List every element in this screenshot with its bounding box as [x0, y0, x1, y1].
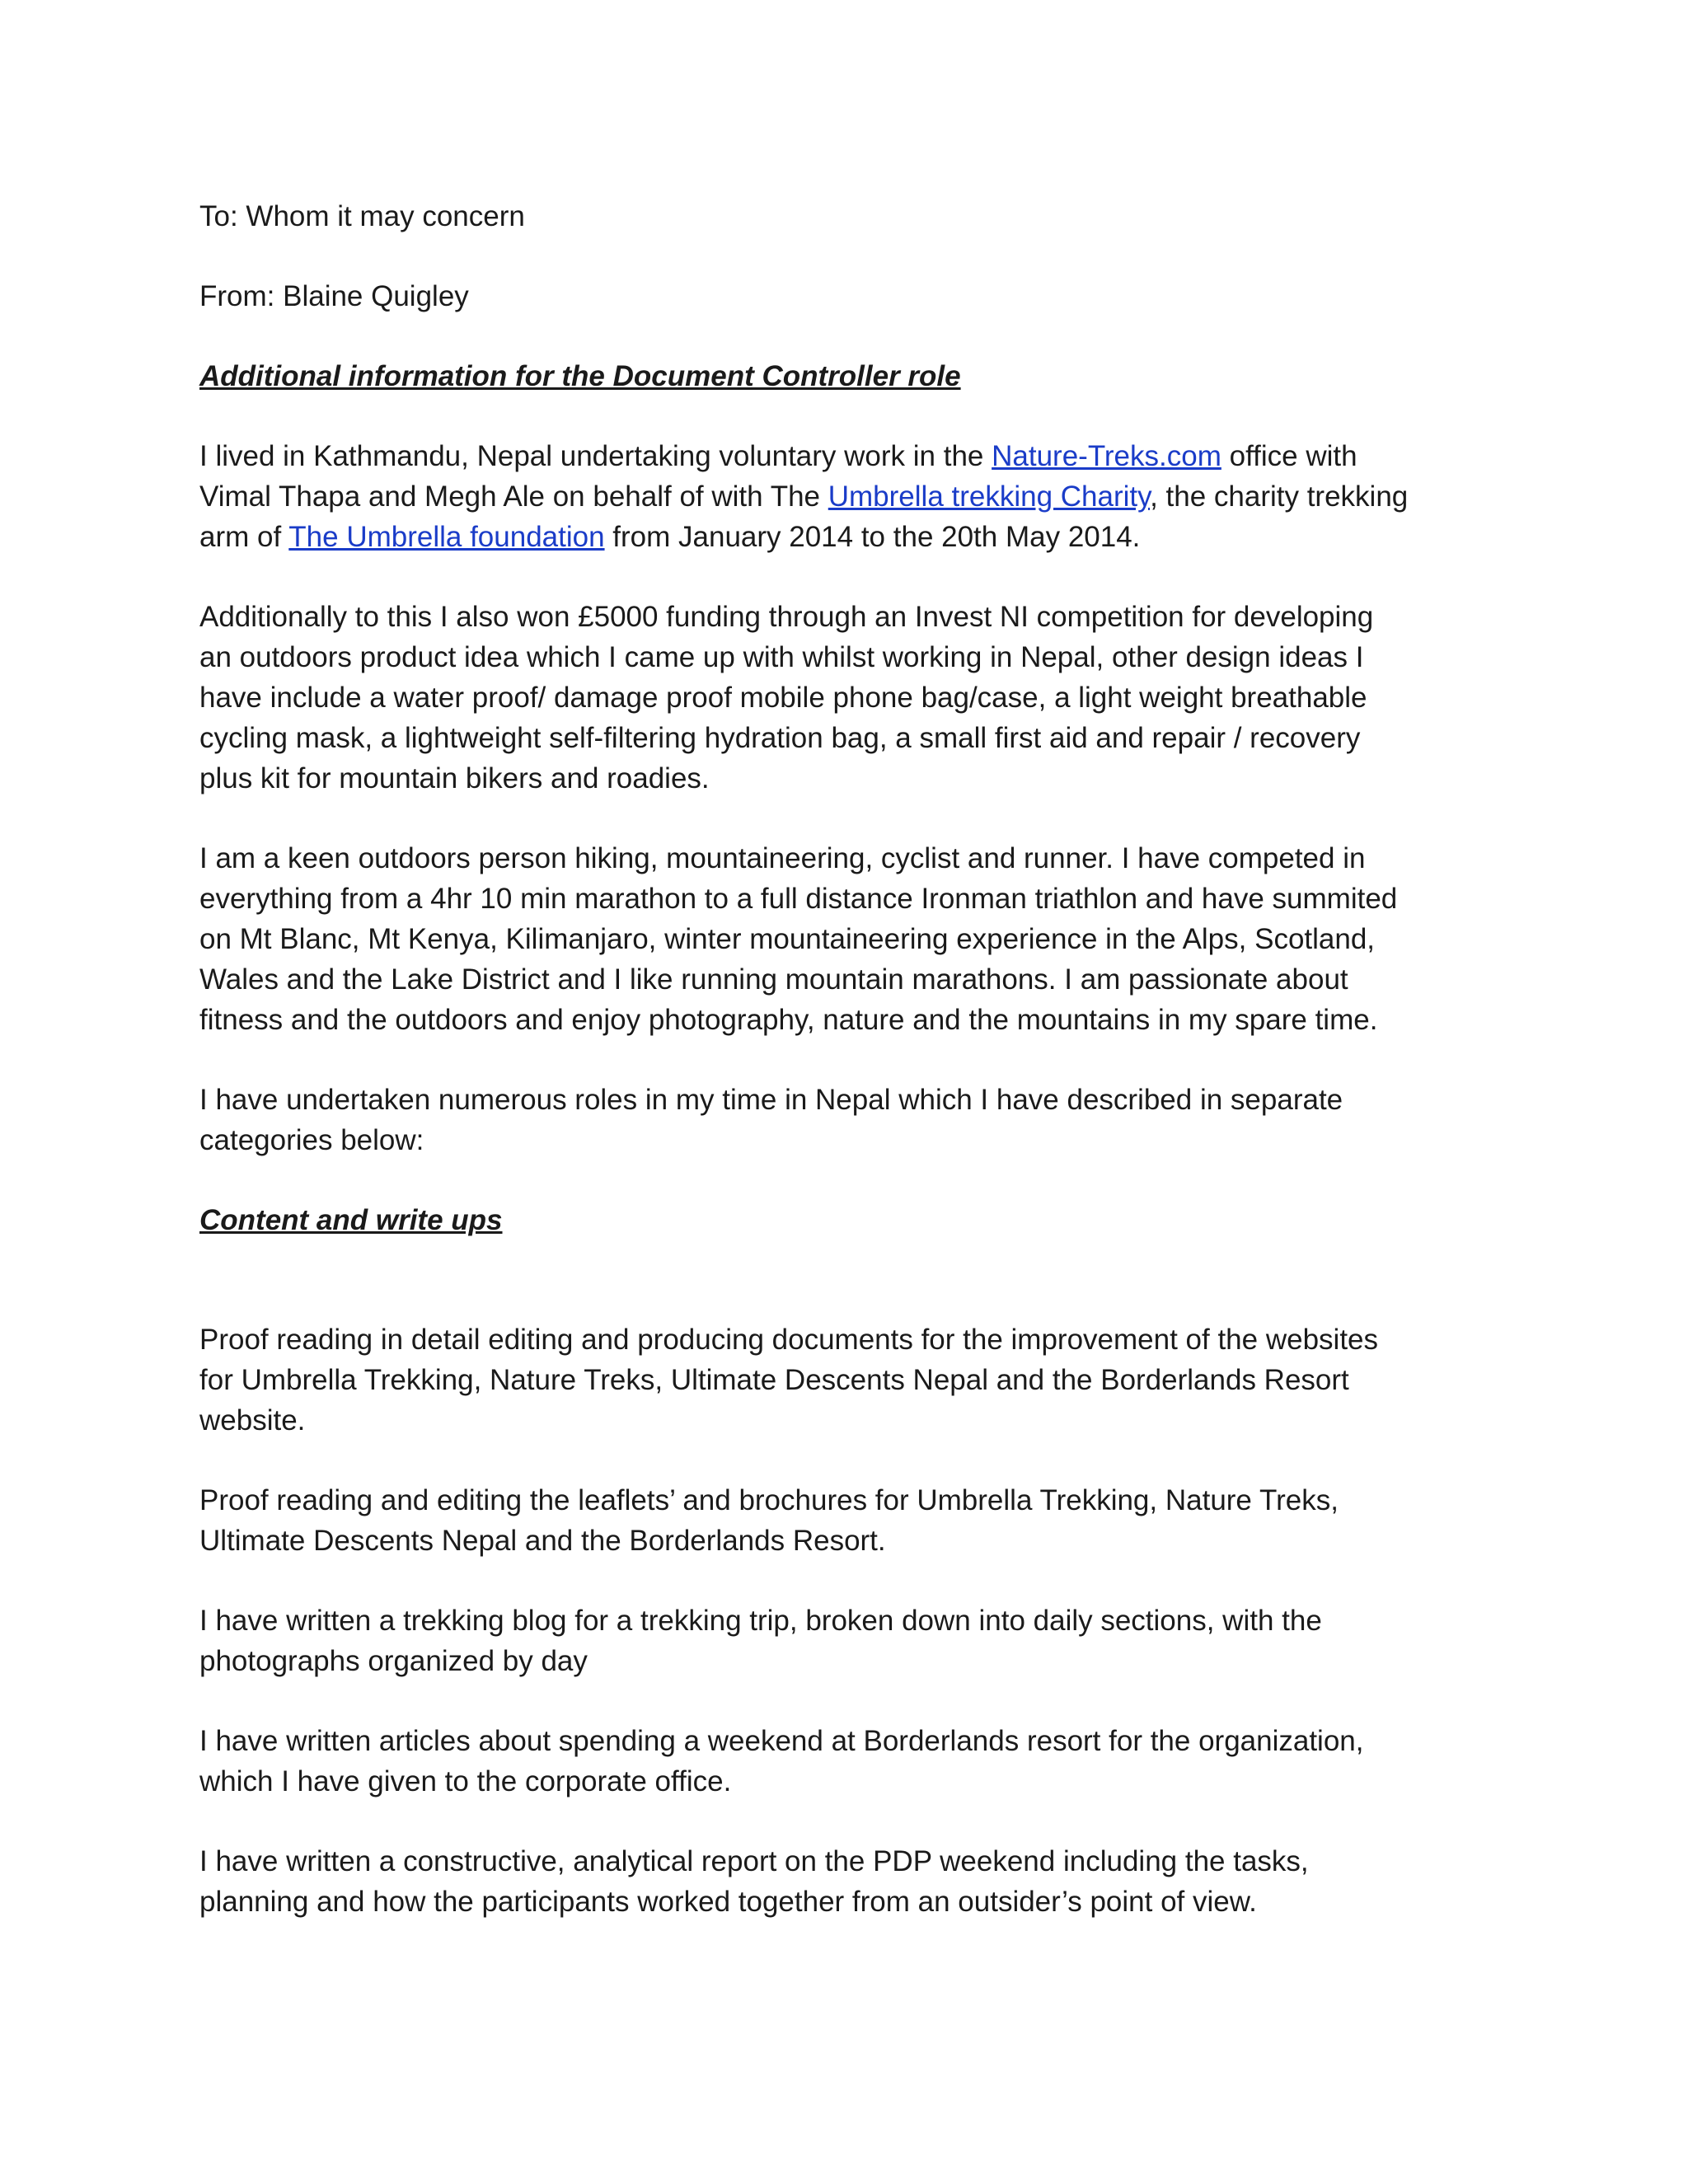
- umbrella-foundation-link[interactable]: The Umbrella foundation: [288, 521, 605, 553]
- paragraph-line: I lived in Kathmandu, Nepal undertaking voluntary work in the Nature-Treks.com office with: [199, 440, 1357, 472]
- paragraph-line: planning and how the participants worked together from an outsider’s point of view.: [199, 1886, 1257, 1918]
- paragraph-invest-ni-funding: [199, 597, 1502, 799]
- paragraph-line: Wales and the Lake District and I like running mountain marathons. I am passionate about: [199, 963, 1348, 996]
- heading-content-and-write-ups: Content and write ups: [199, 1204, 503, 1236]
- paragraph-outdoors-person: [199, 838, 1502, 1040]
- paragraph-line: I have undertaken numerous roles in my time in Nepal which I have described in separate: [199, 1084, 1343, 1116]
- paragraph-website-proofreading: [199, 1319, 1502, 1441]
- letter-body: [199, 196, 1502, 1922]
- paragraph-line: Additionally to this I also won £5000 funding through an Invest NI competition for developing: [199, 601, 1374, 633]
- paragraph-line: arm of The Umbrella foundation from January 2014 to the 20th May 2014.: [199, 521, 1141, 553]
- to-line: To: Whom it may concern: [199, 200, 525, 232]
- paragraph-line: I am a keen outdoors person hiking, mountaineering, cyclist and runner. I have competed in: [199, 842, 1366, 874]
- paragraph-line: fitness and the outdoors and enjoy photography, nature and the mountains in my spare time.: [199, 1004, 1378, 1036]
- heading-document-controller-role: Additional information for the Document Controller role: [199, 360, 961, 392]
- paragraph-line: which I have given to the corporate office.: [199, 1765, 732, 1797]
- paragraph-roles-intro: [199, 1080, 1502, 1160]
- paragraph-line: plus kit for mountain bikers and roadies.: [199, 762, 710, 794]
- paragraph-line: I have written articles about spending a weekend at Borderlands resort for the organization,: [199, 1725, 1364, 1757]
- paragraph-line: I have written a constructive, analytical report on the PDP weekend including the tasks,: [199, 1845, 1309, 1877]
- paragraph-line: have include a water proof/ damage proof mobile phone bag/case, a light weight breathable: [199, 682, 1367, 714]
- paragraph-line: everything from a 4hr 10 min marathon to a full distance Ironman triathlon and have summited: [199, 883, 1398, 915]
- paragraph-borderlands-articles: [199, 1721, 1502, 1802]
- paragraph-line: categories below:: [199, 1124, 424, 1156]
- nature-treks-link[interactable]: Nature-Treks.com: [992, 440, 1221, 472]
- paragraph-line: Proof reading and editing the leaflets’ and brochures for Umbrella Trekking, Nature Treks,: [199, 1484, 1339, 1516]
- paragraph-line: an outdoors product idea which I came up with whilst working in Nepal, other design ideas I: [199, 641, 1364, 673]
- paragraph-nepal-voluntary-work: [199, 436, 1502, 557]
- from-line: From: Blaine Quigley: [199, 280, 469, 312]
- paragraph-line: website.: [199, 1404, 306, 1436]
- paragraph-line: I have written a trekking blog for a trekking trip, broken down into daily sections, with the: [199, 1605, 1322, 1637]
- paragraph-line: Vimal Thapa and Megh Ale on behalf of with The Umbrella trekking Charity, the charity trekking: [199, 480, 1409, 513]
- paragraph-trekking-blog: [199, 1601, 1502, 1681]
- paragraph-line: Ultimate Descents Nepal and the Borderlands Resort.: [199, 1525, 886, 1557]
- paragraph-line: Proof reading in detail editing and producing documents for the improvement of the websites: [199, 1324, 1379, 1356]
- paragraph-line: photographs organized by day: [199, 1645, 588, 1677]
- paragraph-leaflets-brochures: [199, 1480, 1502, 1561]
- paragraph-line: on Mt Blanc, Mt Kenya, Kilimanjaro, winter mountaineering experience in the Alps, Scotland,: [199, 923, 1376, 955]
- paragraph-line: for Umbrella Trekking, Nature Treks, Ultimate Descents Nepal and the Borderlands Resort: [199, 1364, 1349, 1396]
- paragraph-line: cycling mask, a lightweight self-filtering hydration bag, a small first aid and repair / recovery: [199, 722, 1361, 754]
- umbrella-trekking-charity-link[interactable]: Umbrella trekking Charity: [828, 480, 1151, 513]
- paragraph-pdp-report: [199, 1841, 1502, 1922]
